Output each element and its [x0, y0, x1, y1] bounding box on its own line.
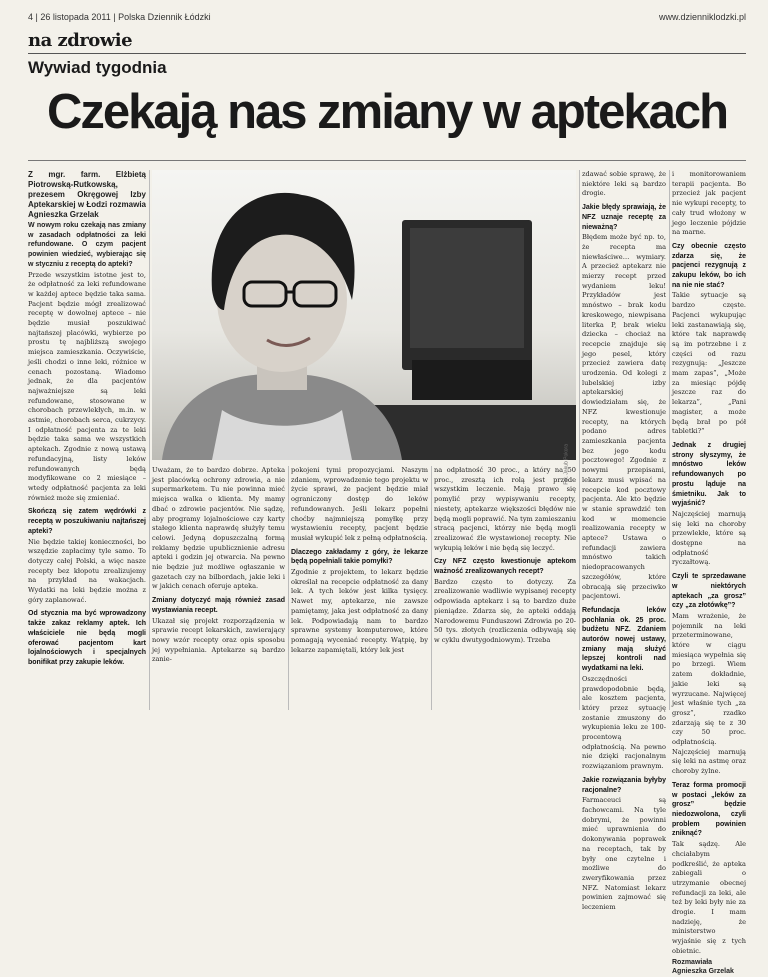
column-divider [669, 170, 670, 710]
question: Od stycznia ma być wprowadzony także zakaz reklamy aptek. Ich właściciele nie będą mogli oferować pacjentom kart lojalnościowych i specjalnych bonifikat przy zakupie leków. [28, 610, 146, 666]
kicker: Wywiad tygodnia [28, 58, 167, 77]
question: Teraz forma promocji w postaci „leków za grosz” będzie niedozwolona, czyli problem powinien zniknąć? [672, 781, 746, 838]
section-divider [28, 53, 746, 54]
column-5-main-block [582, 170, 666, 912]
answer: i monitorowaniem terapii pacjenta. Bo przecież jak pacjent nie wykupi recepty, to cały trud włożony w jego leczenie pójdzie na marne. [672, 170, 746, 237]
question: Zmiany dotyczyć mają również zasad wystawiania recept. [152, 597, 285, 614]
question: Czy NFZ często kwestionuje aptekom ważność zrealizowanych recept? [434, 558, 576, 576]
interview-photo [152, 170, 576, 485]
column-divider [431, 466, 432, 710]
answer: Oszczędności prawdopodobnie będą, ale kosztem pacjenta, który przez sytuację zostanie zmuszony do wykupienia leku ze 100-procentową odpłatnością. Na pewno nie dzięki racjonalnym rozwiązaniom prawnym. [582, 674, 666, 771]
author-signature: Rozmawiała Agnieszka Grzelak [672, 958, 734, 976]
answer: Farmaceuci są fachowcami. Na tyle dobrymi, że powinni mieć uprawnienia do dokonywania poprawek na receptach, tak by były one czytelne i możliwe do zweryfikowania przez NFZ. Natomiast lekarz powinien zajmować się leczeniem [582, 796, 666, 912]
column-divider [149, 170, 150, 710]
answer: Uważam, że to bardzo dobrze. Apteka jest placówką ochrony zdrowia, a nie supermarketem. Tu nie powinna mieć miejsca walka o klienta. My mamy dbać o zdrowie pacjentów. Nie sądzę, aby programy lojalnościowe czy karty stałego klienta naprawdę służyły temu celowi. Jedyną dopuszczalną formą reklamy będzie upublicznienie adresu apteki i godzin jej otwarcia. Na pewno nie będzie już możliwe ogłaszanie w gazetach czy na bilbordach, jakie leki i w jakich cenach oferuje apteka. [152, 466, 285, 591]
question: Czy obecnie często zdarza się, że pacjenci rezygnują z zakupu leków, bo ich na nie nie stać? [672, 242, 746, 289]
headline: Czekają nas zmiany w aptekach [46, 85, 728, 139]
question: Czyli te sprzedawane w niektórych aptekach „za grosz” czy „za złotówkę”? [672, 573, 746, 610]
section-title: na zdrowie [28, 30, 133, 51]
answer: zdawać sobie sprawę, że niektóre leki są bardzo drogie. [582, 170, 666, 198]
column-divider [288, 466, 289, 710]
interview-intro: Z mgr. farm. Elżbietą Piotrowską-Rutkowską, prezesem Okręgowej Izby Aptekarskiej w Łodzi rozmawia Agnieszka Grzelak [28, 170, 146, 219]
website-url[interactable]: www.dzienniklodzki.pl [658, 12, 746, 22]
question: W nowym roku czekają nas zmiany w zasadach odpłatności za leki refundowane. O czym pacjent powinien wiedzieć, wybierając się w styczniu z receptą do apteki? [28, 222, 146, 268]
column-4 [434, 466, 576, 710]
answer: Mam wrażenie, że pojemnik na leki przeterminowane, które w ciągu miesiąca wypełnia się po brzegi. Wiem zatem dokładnie, jakie leki są wyrzucane. Najwięcej jest właśnie tych „za grosz”, rzadko zdarzają się te z 30 czy 50 proc. odpłatnością. Najczęściej marnują się leki na astmę oraz choroby żylne. [672, 611, 746, 776]
answer: Tak sądzę. Ale chciałabym podkreślić, że apteka zabiegali o utrzymanie obecnej refundacji za leki, ale też by leki były nie za drogie. I mam nadzieję, że ministerstwo wyjaśnie się z tych obietnic. [672, 840, 746, 955]
question: Jakie rozwiązania byłyby racjonalne? [582, 776, 666, 794]
answer: Bardzo często to dotyczy. Za zrealizowanie wadliwie wypisanej recepty odpowiada aptekarz i są to bardzo duże pieniądze. Zdarza się, że apteki oddają Narodowemu Funduszowi Zdrowia po 20-50 tys. złotych (rozliczenia odbywają się w cyklu dwutygodniowym). Trzeba [434, 577, 576, 644]
portrait-illustration [152, 170, 576, 460]
answer: Ukazał się projekt rozporządzenia w sprawie recept lekarskich, zawierający nowy wzór recepty oraz opis sposobu jej wypełniania. Aptekarze są bardzo zanie- [152, 616, 285, 664]
answer: pokojeni tymi propozycjami. Naszym zdaniem, wprowadzenie tego projektu w życie sprawi, że pacjent będzie miał ograniczony dostęp do leków refundowanych. Jeśli lekarz popełni choćby najmniejszą pomyłkę przy wystawieniu recepty, pacjent będzie musiał wykupić lek z pełną odpłatnością. [291, 466, 428, 542]
answer: Zgodnie z projektem, to lekarz będzie określał na recepcie odpłatność za dany lek. A tych leków jest kilka tysięcy. Nawet my, aptekarze, nie zawsze pamiętamy, jaka jest odpłatność za dany lek. Podpowiadają nam to bardzo sprawne systemy komputerowe, które pomagają wyceniać recepty. Wątpię, by lekarze zapamiętali, który lek jest [291, 568, 428, 654]
question: Jakie błędy sprawiają, że NFZ uznaje receptę za nieważną? [582, 204, 666, 231]
page-header [28, 10, 746, 24]
column-2 [152, 466, 285, 710]
page-folio: 4 | 26 listopada 2011 | Polska Dziennik Łódzki [28, 12, 211, 22]
column-6 [672, 170, 746, 976]
photo-credit: Fot. Jakub Pokora [564, 444, 570, 485]
answer: Takie sytuacje są bardzo częste. Pacjenci wykupując leki zastanawiają się, które tak naprawdę są im potrzebne i z części od razu rezygnują: „Jeszcze mam zapas”, „Może za miesiąc pójdę jeszcze raz do lekarza”, „Pani magister, a może będą brał po pół tabletki?” [672, 291, 746, 436]
question: Dlaczego zakładamy z góry, że lekarze będą popełniali takie pomyłki? [291, 548, 428, 566]
question: Refundacja leków pochłania ok. 25 proc. budżetu NFZ. Zdaniem autorów nowej ustawy, zmiany mają służyć lepszej kontroli nad wydatkami na leki. [582, 606, 666, 673]
question: Skończą się zatem wędrówki z receptą w poszukiwaniu najtańszej apteki? [28, 508, 146, 535]
headline-divider [28, 160, 746, 161]
answer: Przede wszystkim istotne jest to, że odpłatność za leki refundowane w każdej aptece będzie taka sama. Pacjent będzie mógł zrealizować receptę w dowolnej aptece – nie będzie musiał poszukiwać najtańszej placówki, wybierze po prostu tę najbliższą swojego miejsca zamieszkania. Oczywiście, jeśli chodzi o inne leki, różnice w cenach pozostaną. Wiadomo jednak, że dla pacjentów najważniejsze są leki refundowane, stosowane w chorobach przewlekłych, m.in. w astmie, chorobach serca, cukrzycy. I odpłatność pacjenta za te leki będzie taka sama we wszystkich aptekach. Zgodnie z nową ustawą refundacyjną, listy leków refundowanych będą modyfikowane co 2 miesiące – wtedy odpłatność pacjenta za leki również może się zmieniać. [28, 270, 146, 502]
column-1 [28, 170, 146, 710]
column-3 [291, 466, 428, 710]
answer: Najczęściej marnują się leki na choroby przewlekłe, które są dostępne na odpłatność ryczałtową. [672, 509, 746, 567]
column-divider [579, 170, 580, 710]
answer: Nie będzie takiej konieczności, bo wszędzie zapłacimy tyle samo. To dotyczy całej Polski, a więc nasze recepty bez kłopotu zrealizujemy na przykład na wakacjach. Wydatki na leki będzie można z góry zaplanować. [28, 537, 146, 604]
answer: na odpłatność 30 proc., a który na 50 proc., zresztą ich rolą jest przede wszystkim leczenie. Mają prawo się pomylić przy wypisywaniu recepty, niestety, aptekarze większości błędów nie będą mogli poprawić. Na tym zamieszaniu stracą pacjenci, którzy nie będą mogli zrealizować źle wystawionej recepty. Nie wykupią leków i nie będą się leczyć. [434, 466, 576, 552]
answer: Błędem może być np. to, że recepta ma niewłaściwe… wymiary. A przecież aptekarz nie mierzy recept przed wydaniem leku! Przykładów jest mnóstwo – brak kodu kreskowego, niewpisana literka P, brak wieku dziecka – chociaż na recepcie znajduje się jego pesel, który przecież zawiera datę urodzenia. Od kolegi z lubelskiej izby aptekarskiej dowiedziałam się, że NFZ kwestionuje recepty, na których podano adres zamieszkania pacjenta bez jego kodu pocztowego! Zgodnie z nowymi przepisami, lekarz musi wpisać na recepcie kod pocztowy pacjenta. Ale kto będzie w stanie sprawdzić ten kod w momencie realizowania recepty w aptece? Ustawa o refundacji zawiera mnóstwo takich niedopracowanych szczegółów, które obracają się przeciwko pacjentowi. [582, 233, 666, 601]
question: Jednak z drugiej strony słyszymy, że mnóstwo leków refundowanych po prostu ląduje na śmietniku. Jak to wyjaśnić? [672, 441, 746, 508]
